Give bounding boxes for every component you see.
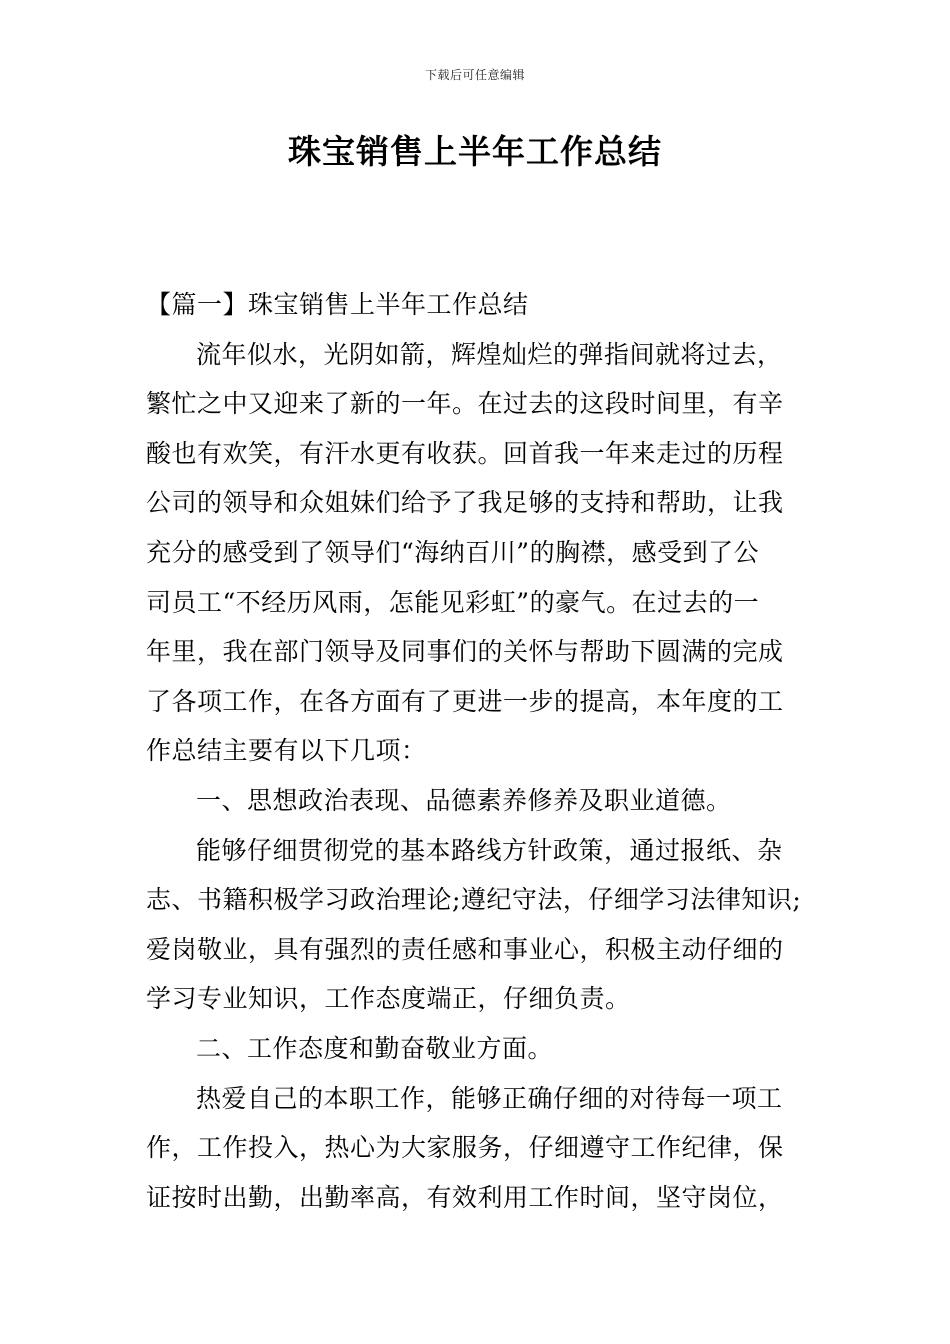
subheading-line: 一、思想政治表现、品德素养修养及职业道德。 (196, 785, 732, 815)
paragraph-line: 年里，我在部门领导及同事们的关怀与帮助下圆满的完成 (146, 637, 784, 667)
paragraph-line: 作，工作投入，热心为大家服务，仔细遵守工作纪律，保 (146, 1133, 784, 1163)
paragraph-line: 流年似水，光阴如箭，辉煌灿烂的弹指间就将过去， (196, 339, 783, 369)
header-note: 下载后可任意编辑 (424, 68, 525, 82)
document-title: 珠宝销售上半年工作总结 (288, 132, 662, 171)
paragraph-line: 作总结主要有以下几项： (146, 736, 427, 766)
document-body (146, 280, 810, 1222)
paragraph-line: 能够仔细贯彻党的基本路线方针政策，通过报纸、杂 (196, 835, 783, 865)
paragraph-line: 司员工“不经历风雨，怎能见彩虹”的豪气。在过去的一 (146, 587, 760, 617)
paragraph-line: 志、书籍积极学习政治理论;遵纪守法，仔细学习法律知识; (146, 885, 802, 915)
paragraph-line: 酸也有欢笑，有汗水更有收获。回首我一年来走过的历程 (146, 438, 784, 468)
paragraph-line: 充分的感受到了领导们“海纳百川”的胸襟，感受到了公 (146, 537, 760, 567)
paragraph-line: 爱岗敬业，具有强烈的责任感和事业心，积极主动仔细的 (146, 934, 784, 964)
paragraph-line: 证按时出勤，出勤率高，有效利用工作时间，坚守岗位， (146, 1182, 784, 1212)
paragraph-line: 繁忙之中又迎来了新的一年。在过去的这段时间里，有辛 (146, 389, 784, 419)
paragraph-line: 热爱自己的本职工作，能够正确仔细的对待每一项工 (196, 1083, 783, 1113)
paragraph-line: 学习专业知识，工作态度端正，仔细负责。 (146, 984, 631, 1014)
section-heading: 【篇一】珠宝销售上半年工作总结 (146, 290, 529, 319)
subheading-line: 二、工作态度和勤奋敬业方面。 (196, 1033, 554, 1063)
paragraph-line: 了各项工作，在各方面有了更进一步的提高，本年度的工 (146, 686, 784, 716)
paragraph-line: 公司的领导和众姐妹们给予了我足够的支持和帮助，让我 (146, 488, 784, 518)
